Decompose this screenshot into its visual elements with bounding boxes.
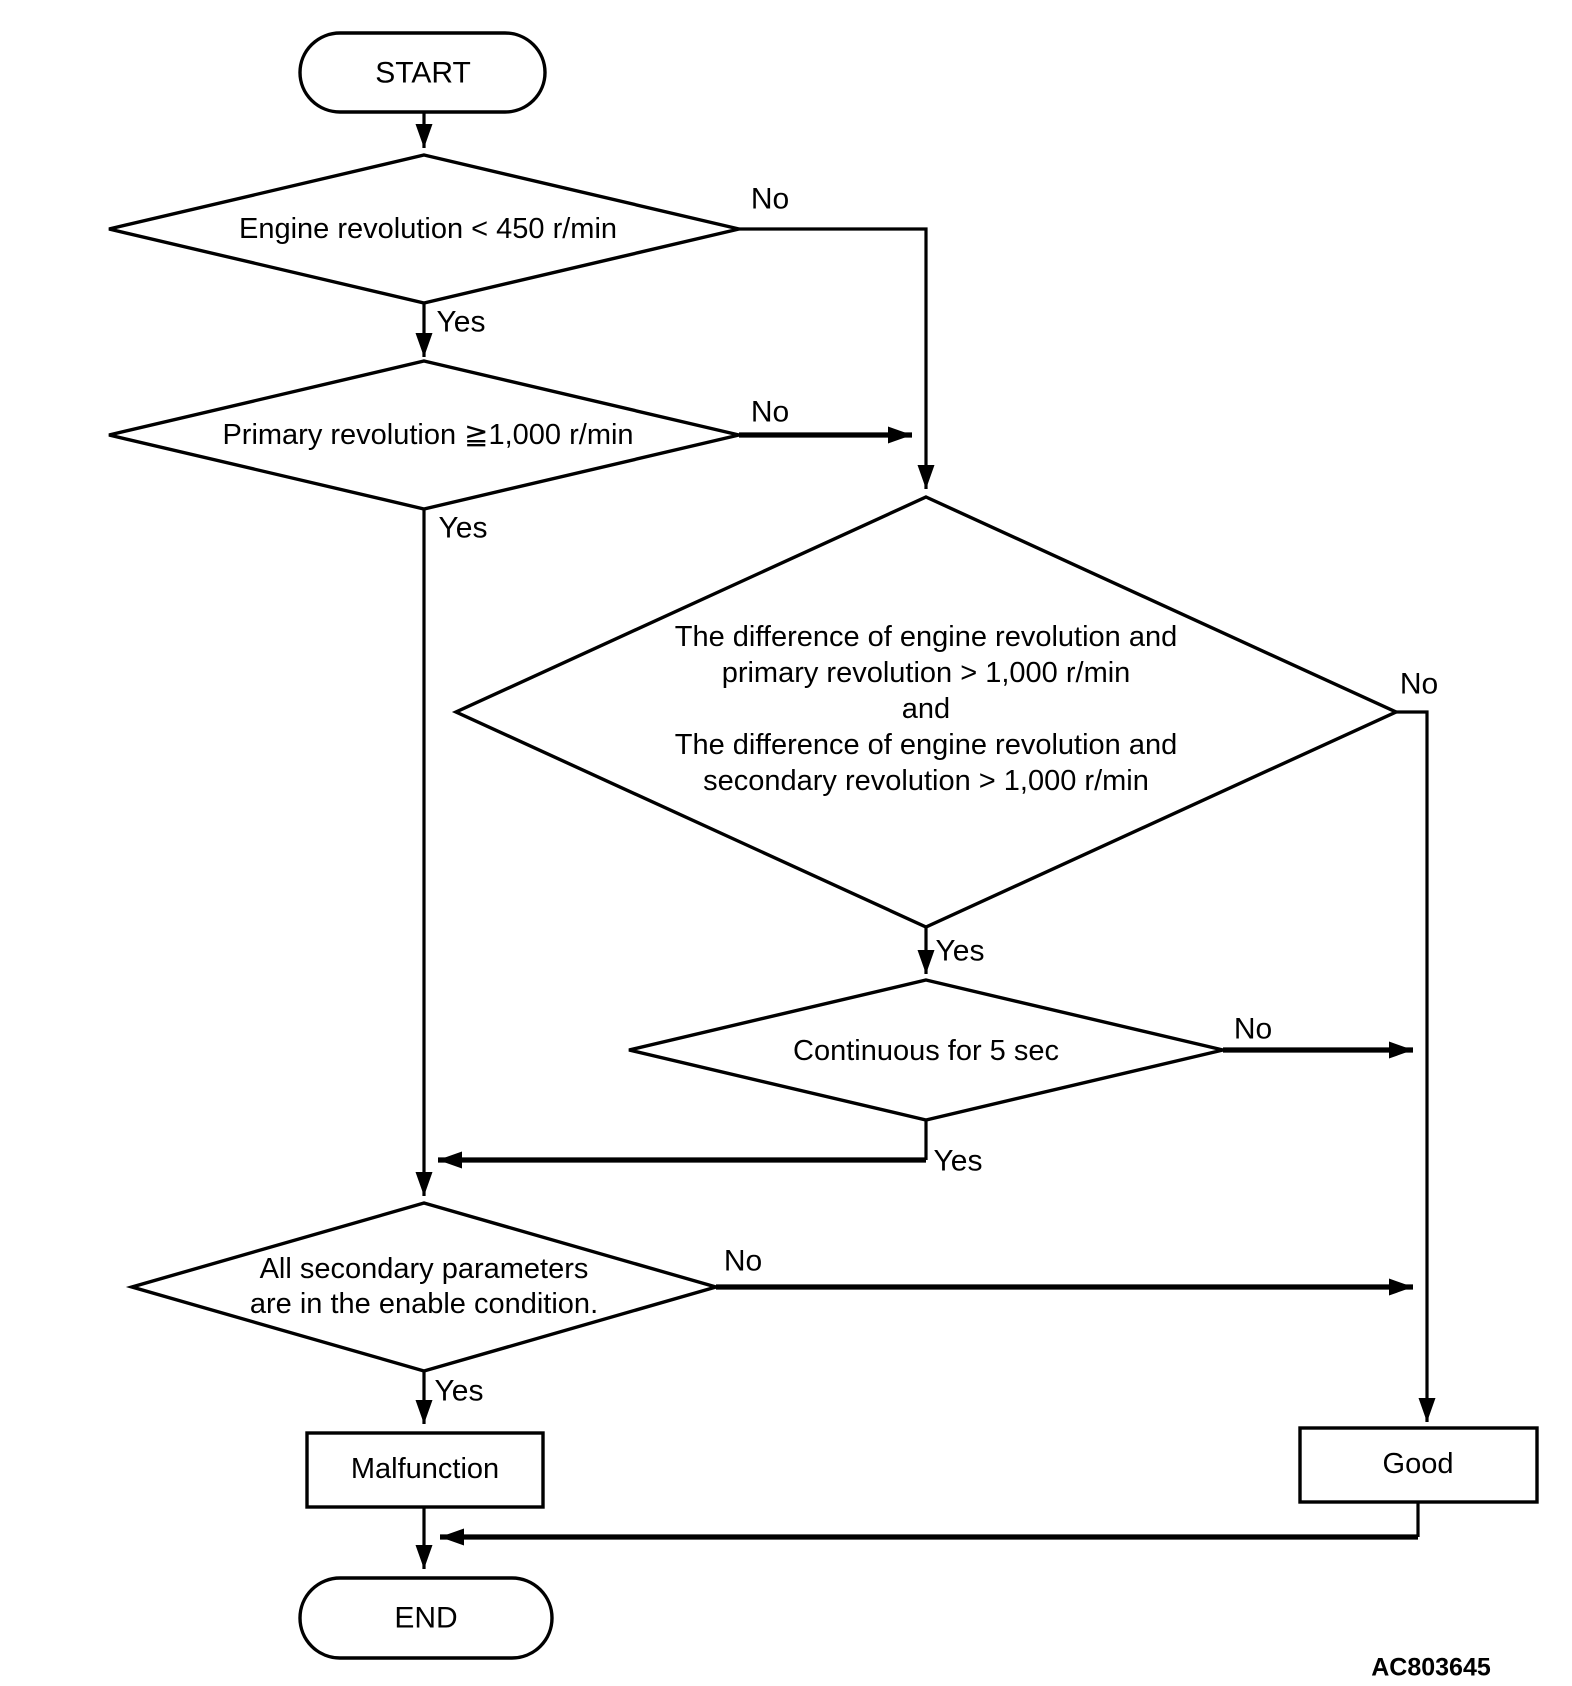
revolution-difference-line-4: The difference of engine revolution and — [674, 729, 1178, 762]
malfunction-label: Malfunction — [350, 1453, 500, 1486]
difference-yes-label: Yes — [935, 934, 985, 968]
secondary-parameters-line-2: are in the enable condition. — [249, 1288, 599, 1321]
secondary-yes-label: Yes — [434, 1374, 484, 1408]
edge-engine-no — [739, 229, 926, 489]
revolution-difference-line-5: secondary revolution > 1,000 r/min — [703, 765, 1149, 798]
decision-secondary-parameters — [132, 1203, 716, 1371]
difference-no-label: No — [1399, 667, 1439, 701]
figure-code: AC803645 — [1371, 1653, 1491, 1682]
engine-yes-label: Yes — [436, 305, 486, 339]
engine-no-label: No — [750, 182, 790, 216]
continuous-no-label: No — [1233, 1012, 1273, 1046]
end-label: END — [394, 1601, 458, 1635]
good-label: Good — [1382, 1448, 1454, 1481]
secondary-no-label: No — [723, 1244, 763, 1278]
primary-yes-label: Yes — [438, 511, 488, 545]
engine-revolution-label: Engine revolution < 450 r/min — [238, 213, 618, 246]
revolution-difference-line-1: The difference of engine revolution and — [674, 621, 1178, 654]
edge-difference-no-rail — [1396, 712, 1427, 1422]
revolution-difference-line-3: and — [901, 693, 951, 726]
primary-no-label: No — [750, 395, 790, 429]
continuous-label: Continuous for 5 sec — [793, 1035, 1059, 1068]
continuous-yes-label: Yes — [933, 1144, 983, 1178]
revolution-difference-line-2: primary revolution > 1,000 r/min — [721, 657, 1131, 690]
secondary-parameters-line-1: All secondary parameters — [259, 1253, 589, 1286]
primary-revolution-label: Primary revolution ≧1,000 r/min — [222, 419, 634, 452]
start-label: START — [375, 56, 471, 90]
